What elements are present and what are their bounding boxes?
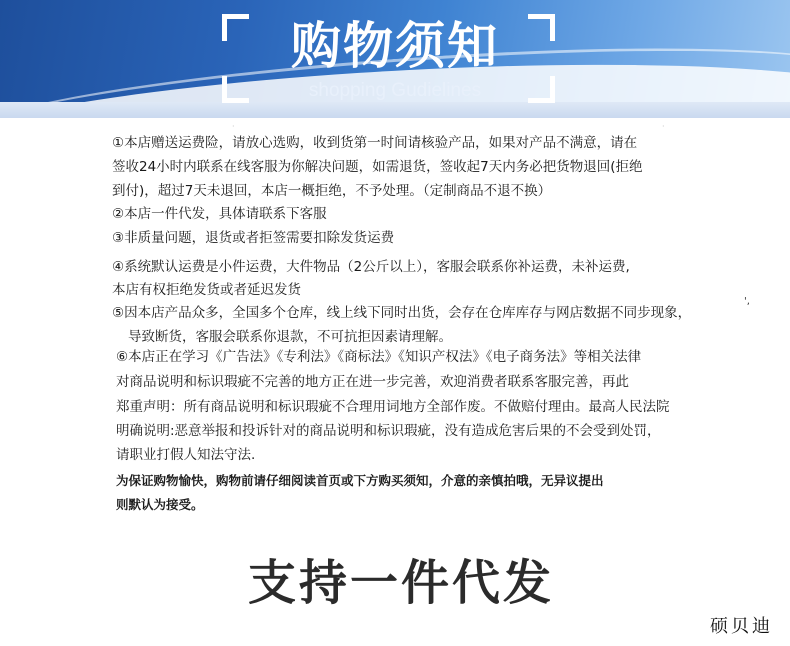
note-line: 签收24小时内联系在线客服为你解决问题，如需退货，签收起7天内务必把货物退回(拒绝 — [112, 159, 643, 175]
note-line: 本店有权拒绝发货或者延迟发货 — [112, 282, 301, 298]
note-line: 请职业打假人知法守法. — [116, 447, 256, 463]
side-mark: ', — [744, 296, 750, 307]
support-dropship-heading: 支持一件代发 — [248, 555, 555, 611]
banner-title: 购物须知 — [291, 17, 499, 75]
note-line: 导致断货，客服会联系你退款，不可抗拒因素请理解。 — [128, 329, 452, 345]
note-line: ⑥本店正在学习《广告法》《专利法》《商标法》《知识产权法》《电子商务法》等相关法律 — [116, 349, 642, 365]
bracket-bottom-left-icon — [222, 76, 249, 103]
banner-subtitle: shopping Gudielines — [308, 80, 482, 101]
notice-line: 则默认为接受。 — [116, 497, 204, 512]
decor-dot: · — [232, 122, 235, 131]
note-line: ③非质量问题，退货或者拒签需要扣除发货运费 — [112, 230, 395, 246]
note-line: 到付)，超过7天未退回，本店一概拒绝，不予处理。（定制商品不退不换） — [112, 183, 552, 199]
note-line: 对商品说明和标识瑕疵不完善的地方正在进一步完善，欢迎消费者联系客服完善，再此 — [116, 374, 629, 390]
note-line: ①本店赠送运费险，请放心选购，收到货第一时间请核验产品，如果对产品不满意，请在 — [112, 135, 638, 151]
note-line: ②本店一件代发，具体请联系下客服 — [112, 206, 327, 222]
bracket-top-left-icon — [222, 14, 249, 41]
note-line: 郑重声明：所有商品说明和标识瑕疵不合理用词地方全部作废。不做赔付理由。最高人民法院 — [116, 399, 670, 415]
header-banner — [0, 0, 790, 118]
note-line: 明确说明:恶意举报和投诉针对的商品说明和标识瑕疵，没有造成危害后果的不会受到处罚， — [116, 423, 661, 439]
banner-bottom-strip — [0, 102, 790, 118]
notice-line: 为保证购物愉快，购物前请仔细阅读首页或下方购买须知，介意的亲慎拍哦，无异议提出 — [116, 473, 604, 488]
note-line: ⑤因本店产品众多，全国多个仓库，线上线下同时出货，会存在仓库库存与网店数据不同步现象， — [112, 305, 692, 321]
brand-name: 硕贝迪 — [710, 616, 773, 637]
decor-dot: · — [662, 122, 665, 131]
note-line: ④系统默认运费是小件运费，大件物品（2公斤以上），客服会联系你补运费，未补运费, — [112, 259, 630, 275]
